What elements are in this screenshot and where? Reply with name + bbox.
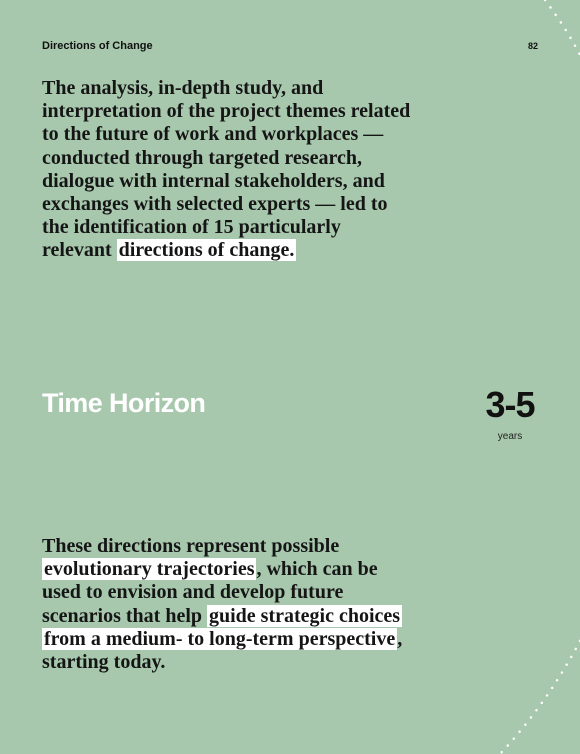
intro-paragraph	[42, 77, 412, 263]
closing-paragraph	[42, 535, 412, 674]
page-number: 82	[527, 41, 538, 51]
time-horizon-range: 3-5	[485, 384, 535, 425]
intro-highlight: directions of change.	[118, 239, 295, 262]
time-horizon-unit: years	[497, 431, 523, 442]
section-title: Directions of Change	[42, 40, 153, 52]
time-horizon-title: Time Horizon	[42, 388, 206, 418]
closing-highlight-2: guide strategic choices from a medium- to long-term perspective	[44, 604, 401, 650]
intro-text: The analysis, in-depth study, and interpretation of the project themes related to the future of work and workplaces — conducted through targeted research, dialogue with internal stakeholders, and exchanges with selected experts — led to the identification of 15 particularly relevant	[42, 77, 411, 262]
closing-highlight-1: evolutionary trajectories	[44, 558, 255, 581]
closing-text-2: , which can be used to envision and develop future scenarios that help	[42, 558, 378, 627]
closing-text-3: , starting today.	[42, 627, 403, 674]
closing-text-1: These directions represent possible	[42, 535, 340, 557]
page-header	[42, 40, 538, 56]
